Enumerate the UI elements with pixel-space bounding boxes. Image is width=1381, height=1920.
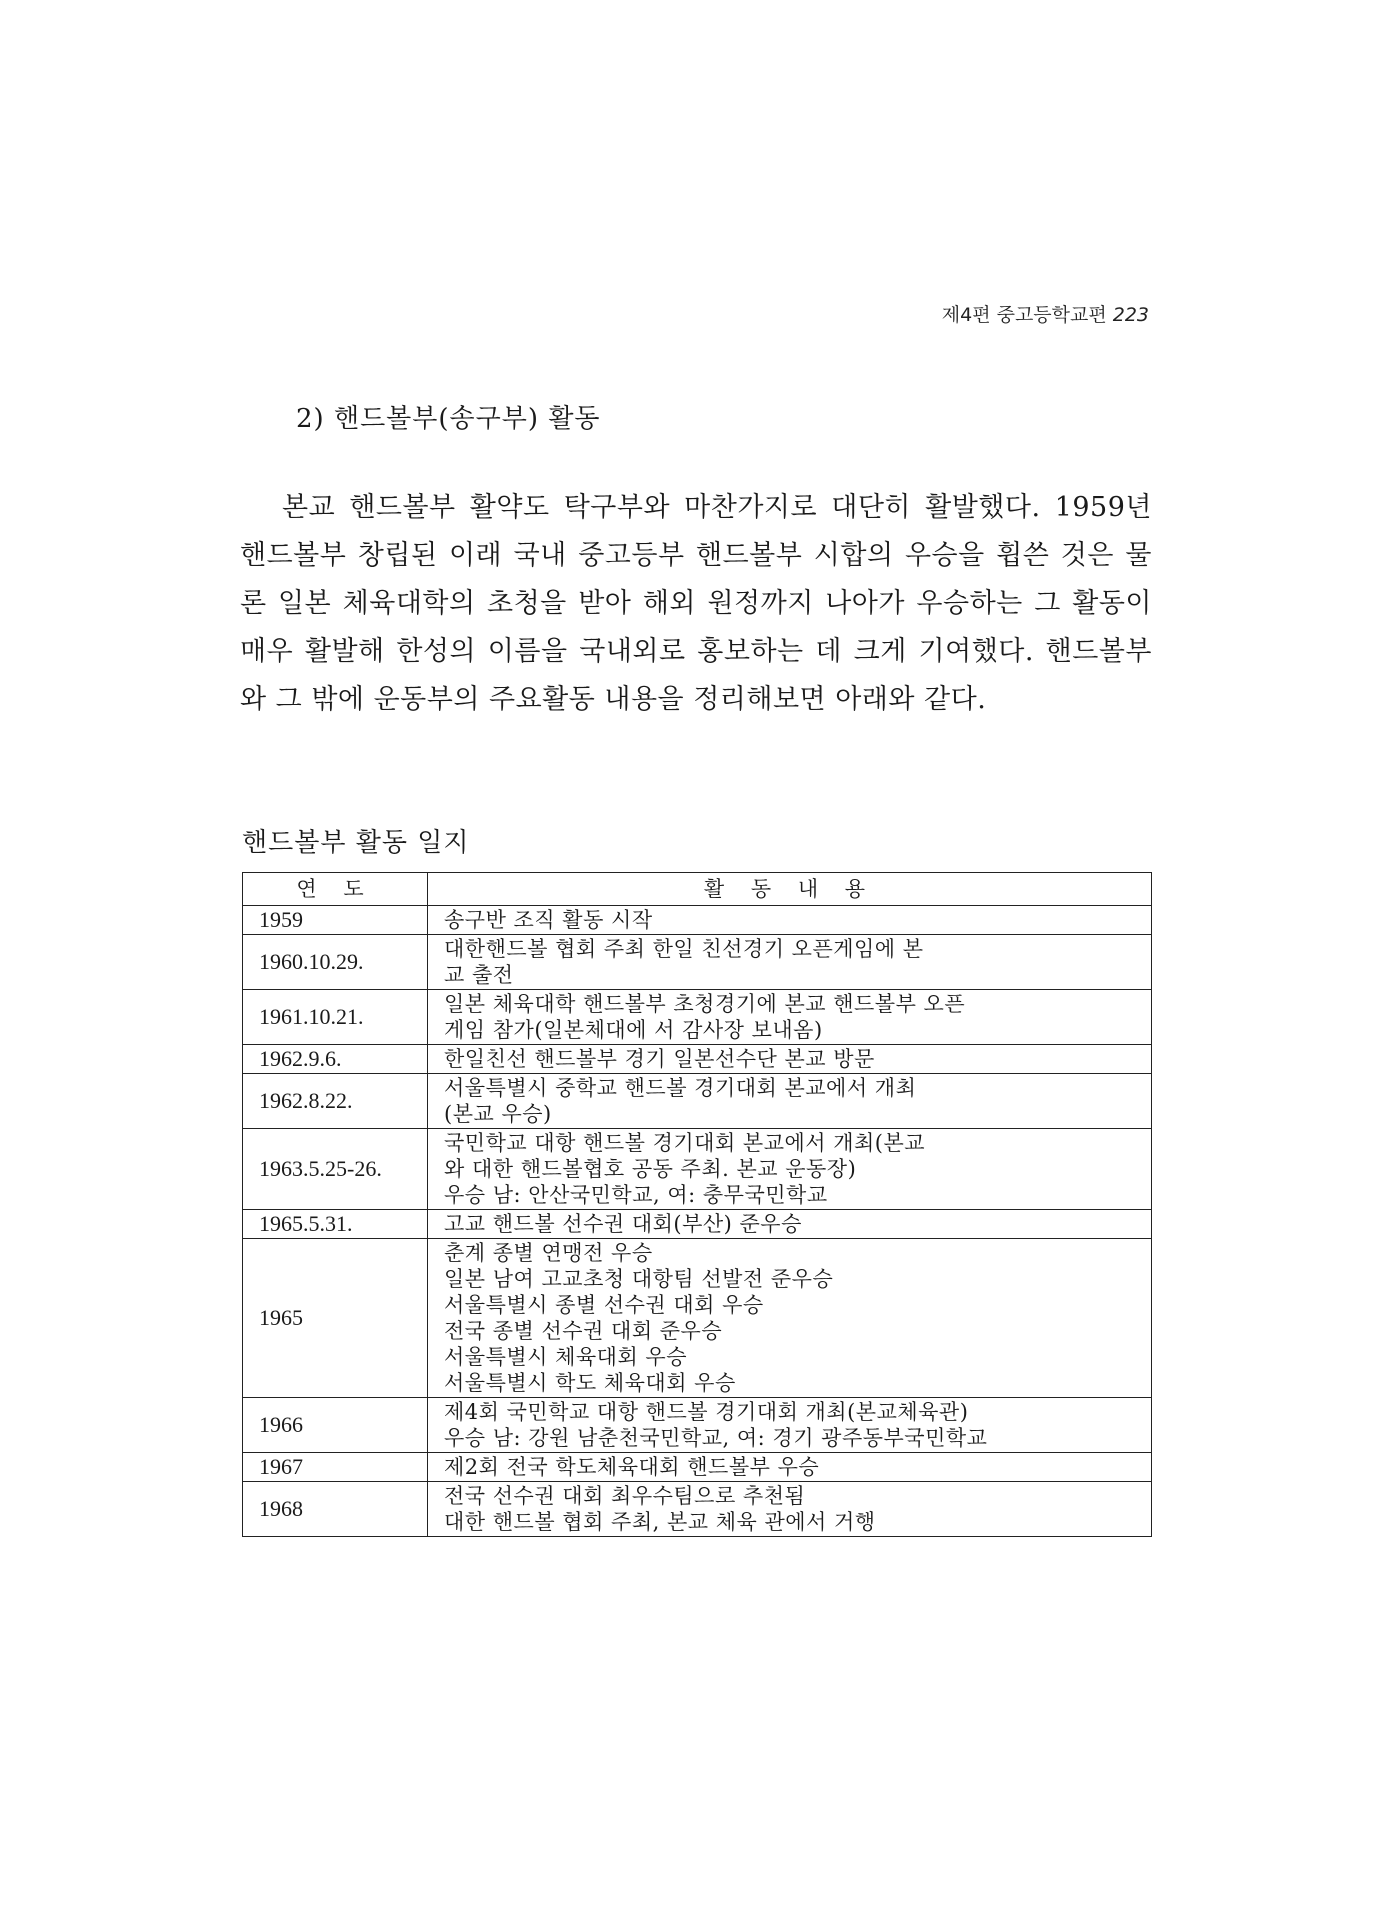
row-content-line: 서울특별시 학도 체육대회 우승 [444,1371,736,1395]
row-year: 1959 [243,906,428,935]
row-content-line: 송구반 조직 활동 시작 [444,908,653,932]
row-year: 1968 [243,1482,428,1537]
row-content-line: 제2회 전국 학도체육대회 핸드볼부 우승 [444,1455,820,1479]
row-content [428,1239,1152,1398]
row-content [428,990,1152,1045]
row-content-line: 대한 핸드볼 협회 주최, 본교 체육 관에서 거행 [444,1510,876,1534]
row-content [428,906,1152,935]
table-row [243,1074,1152,1129]
row-content-line: 우승 남: 강원 남춘천국민학교, 여: 경기 광주동부국민학교 [444,1426,988,1450]
row-content-line: 일본 남여 고교초청 대항팀 선발전 준우승 [444,1267,834,1291]
row-content [428,1045,1152,1074]
table-row [243,990,1152,1045]
row-content-line: 게임 참가(일본체대에 서 감사장 보내옴) [444,1018,823,1042]
row-content [428,1129,1152,1210]
row-content [428,1074,1152,1129]
row-content-line: 춘계 종별 연맹전 우승 [444,1241,653,1265]
table-row [243,1398,1152,1453]
row-content-line: 제4회 국민학교 대항 핸드볼 경기대회 개최(본교체육관) [444,1400,969,1424]
row-year: 1962.9.6. [243,1045,428,1074]
row-content-line: 대한핸드볼 협회 주최 한일 친선경기 오픈게임에 본 [444,937,924,961]
table-header-row [243,873,1152,906]
table-row [243,1239,1152,1398]
table-row [243,935,1152,990]
row-year: 1967 [243,1453,428,1482]
table-body [243,906,1152,1537]
row-content-line: 우승 남: 안산국민학교, 여: 충무국민학교 [444,1183,828,1207]
row-content [428,1482,1152,1537]
table-row [243,1453,1152,1482]
row-content-line: 일본 체육대학 핸드볼부 초청경기에 본교 핸드볼부 오픈 [444,992,966,1016]
table-row [243,1129,1152,1210]
row-content-line: 교 출전 [444,963,514,987]
row-content-line: 서울특별시 종별 선수권 대회 우승 [444,1293,764,1317]
section-heading: 2) 핸드볼부(송구부) 활동 [296,404,601,434]
row-content [428,935,1152,990]
table-row [243,1210,1152,1239]
column-header-year: 연 도 [243,873,428,906]
row-content [428,1210,1152,1239]
row-content-line: 와 대한 핸드볼협호 공동 주최. 본교 운동장) [444,1157,857,1181]
row-content-line: 전국 선수권 대회 최우수팀으로 추천됨 [444,1484,806,1508]
row-content [428,1398,1152,1453]
table-row [243,906,1152,935]
row-content [428,1453,1152,1482]
table-row [243,1045,1152,1074]
row-content-line: 고교 핸드볼 선수권 대회(부산) 준우승 [444,1212,802,1236]
body-paragraph: 본교 핸드볼부 활약도 탁구부와 마찬가지로 대단히 활발했다. 1959년 핸드볼부 창립된 이래 국내 중고등부 핸드볼부 시합의 우승을 휩쓴 것은 물론 일본 체육대학의 초청을 받아 해외 원정까지 나아가 우승하는 그 활동이 매우 활발해 한성의 이름을 국내외로 홍보하는 데 크게 기여했다. 핸드볼부와 그 밖에 운동부의 주요활동 내용을 정리해보면 아래와 같다. [240,492,1152,715]
row-year: 1961.10.21. [243,990,428,1045]
row-year: 1966 [243,1398,428,1453]
row-year: 1962.8.22. [243,1074,428,1129]
row-content-line: 서울특별시 체육대회 우승 [444,1345,687,1369]
handball-activity-table [242,872,1152,1537]
running-header [942,300,1149,327]
row-content-line: 전국 종별 선수권 대회 준우승 [444,1319,723,1343]
table-row [243,1482,1152,1537]
row-content-line: 서울특별시 중학교 핸드볼 경기대회 본교에서 개최 [444,1076,917,1100]
row-year: 1965.5.31. [243,1210,428,1239]
table-caption: 핸드볼부 활동 일지 [242,828,470,858]
page-number: 223 [1112,304,1149,326]
column-header-content: 활 동 내 용 [428,873,1152,906]
running-header-section: 제4편 중고등학교편 [941,304,1107,326]
row-content-line: (본교 우승) [444,1102,552,1126]
row-year: 1963.5.25-26. [243,1129,428,1210]
row-content-line: 한일친선 핸드볼부 경기 일본선수단 본교 방문 [444,1047,875,1071]
row-content-line: 국민학교 대항 핸드볼 경기대회 본교에서 개최(본교 [444,1131,926,1155]
row-year: 1965 [243,1239,428,1398]
row-year: 1960.10.29. [243,935,428,990]
